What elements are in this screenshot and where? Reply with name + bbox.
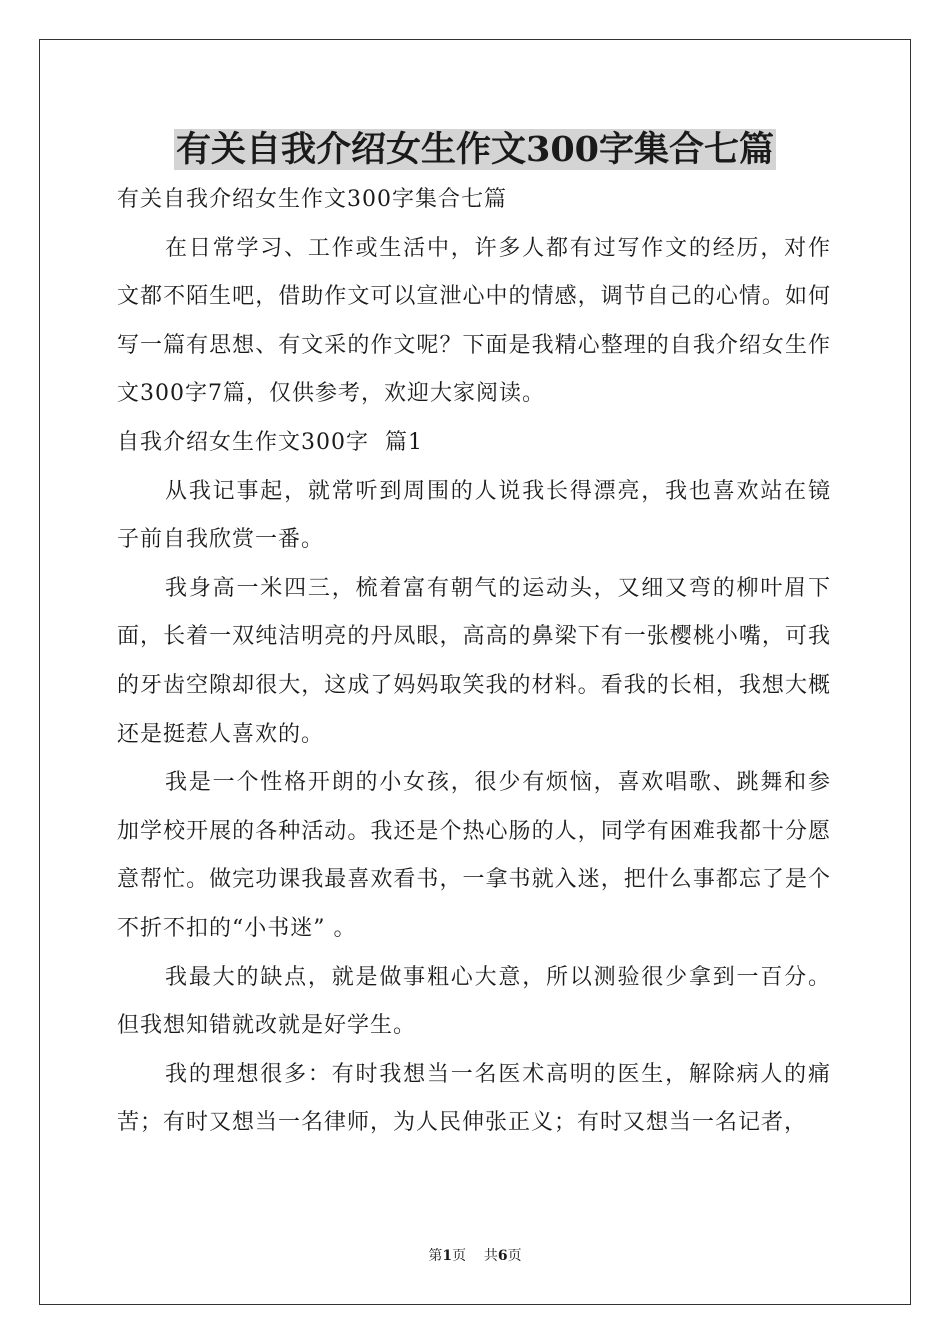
- body-paragraph: 我的理想很多：有时我想当一名医术高明的医生，解除病人的痛苦；有时又想当一名律师，为人民伸张正义；有时又想当一名记者，: [117, 1061, 831, 1136]
- page-unit: 页: [452, 1248, 467, 1264]
- body-paragraph: 我最大的缺点，就是做事粗心大意，所以测验很少拿到一百分。但我想知错就改就是好学生。: [117, 964, 831, 1039]
- intro-paragraph: 在日常学习、工作或生活中，许多人都有过写作文的经历，对作文都不陌生吧，借助作文可以宣泄心中的情感，调节自己的心情。如何写一篇有思想、有文采的作文呢？下面是我精心整理的自我介绍女生作文300字7篇，仅供参考，欢迎大家阅读。: [117, 235, 831, 407]
- body-paragraph: 我是一个性格开朗的小女孩，很少有烦恼，喜欢唱歌、跳舞和参加学校开展的各种活动。我还是个热心肠的人，同学有困难我都十分愿意帮忙。做完功课我最喜欢看书，一拿书就入迷，把什么事都忘了是个不折不扣的“小书迷” 。: [117, 770, 831, 941]
- total-unit: 页: [507, 1248, 522, 1264]
- page-footer: [0, 1246, 950, 1266]
- body-paragraph: 我身高一米四三，梳着富有朝气的运动头，又细又弯的柳叶眉下面，长着一双纯洁明亮的丹凤眼，高高的鼻梁下有一张樱桃小嘴，可我的牙齿空隙却很大，这成了妈妈取笑我的材料。看我的长相，我想大概还是挺惹人喜欢的。: [117, 575, 831, 747]
- page-total: 6: [497, 1248, 508, 1264]
- document-body: [117, 176, 831, 1148]
- document-title-text: 有关自我介绍女生作文300字集合七篇: [175, 129, 775, 170]
- total-prefix: 共: [483, 1248, 498, 1264]
- body-paragraph: 从我记事起，就常听到周围的人说我长得漂亮，我也喜欢站在镜子前自我欣赏一番。: [117, 478, 831, 553]
- section-heading: 自我介绍女生作文300字 篇1: [117, 429, 423, 455]
- page-current: 1: [442, 1248, 453, 1264]
- page-prefix: 第: [428, 1248, 443, 1264]
- document-title: [0, 122, 950, 178]
- document-subtitle: 有关自我介绍女生作文300字集合七篇: [117, 187, 507, 212]
